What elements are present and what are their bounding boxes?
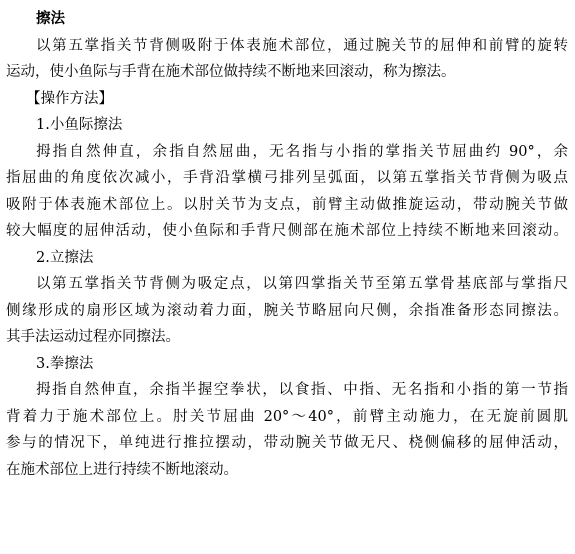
paragraph-line: 在施术部位上进行持续不断地滚动。 bbox=[6, 461, 238, 478]
method-heading: 【操作方法】 bbox=[26, 90, 113, 107]
paragraph-line: 拇指自然伸直，余指半握空拳状，以食指、中指、无名指和小指的第一节指 bbox=[36, 382, 568, 398]
paragraph-line: 背着力于施术部位上。肘关节屈曲 20°～40°，前臂主动施力，在无旋前圆肌 bbox=[6, 408, 568, 425]
section-title: 擦法 bbox=[36, 10, 65, 27]
paragraph-line: 较大幅度的屈伸活动，使小鱼际和手背尺侧部在施术部位上持续不断地来回滚动。 bbox=[6, 223, 568, 239]
paragraph-line: 吸附于体表施术部位上。以肘关节为支点，前臂主动做推旋运动，带动腕关节做 bbox=[6, 196, 568, 213]
paragraph-line: 侧缘形成的扇形区域为滚动着力面，腕关节略屈向尺侧，余指准备形态同擦法。 bbox=[6, 302, 568, 319]
paragraph-line: 指屈曲的角度依次减小，手背沿掌横弓排列呈弧面，以第五掌指关节背侧为吸点 bbox=[6, 170, 568, 186]
subsection-heading-3: 3.拳擦法 bbox=[36, 355, 94, 372]
subsection-heading-2: 2.立擦法 bbox=[36, 249, 94, 266]
paragraph-line: 参与的情况下，单纯进行推拉摆动，带动腕关节做无尺、桡侧偏移的屈伸活动， bbox=[6, 435, 568, 451]
intro-line-1: 以第五掌指关节背侧吸附于体表施术部位，通过腕关节的屈伸和前臂的旋转 bbox=[36, 37, 568, 54]
paragraph-line: 拇指自然伸直，余指自然屈曲，无名指与小指的掌指关节屈曲约 90°，余 bbox=[36, 143, 568, 160]
paragraph-line: 其手法运动过程亦同擦法。 bbox=[6, 329, 180, 345]
intro-line-2: 运动，使小鱼际与手背在施术部位做持续不断地来回滚动，称为擦法。 bbox=[6, 64, 456, 80]
subsection-heading-1: 1.小鱼际擦法 bbox=[36, 117, 123, 133]
paragraph-line: 以第五掌指关节背侧为吸定点，以第四掌指关节至第五掌骨基底部与掌指尺 bbox=[36, 276, 568, 292]
